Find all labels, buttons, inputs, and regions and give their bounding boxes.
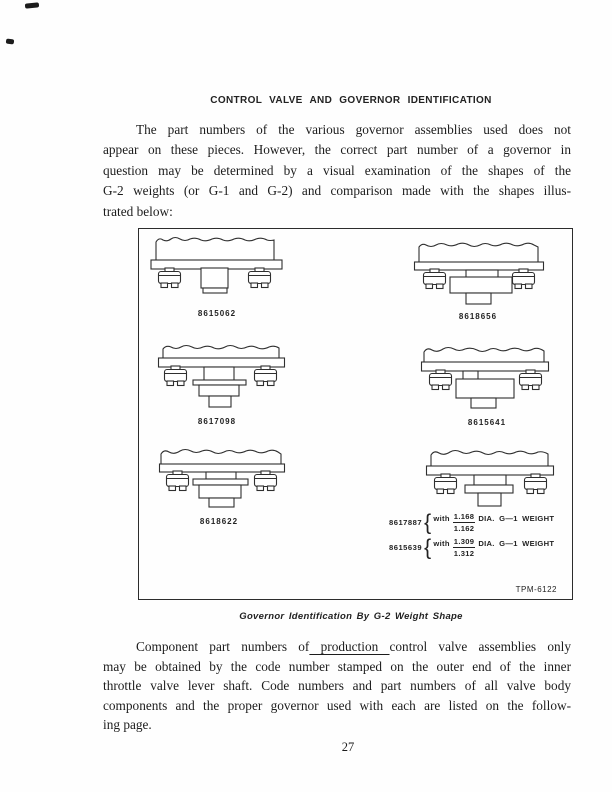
scan-artifact	[25, 2, 39, 8]
page-number: 27	[341, 740, 355, 754]
side-weight	[255, 471, 277, 491]
side-weight	[159, 268, 181, 288]
governor-body	[161, 450, 281, 465]
center-weight-step	[209, 498, 234, 507]
center-neck	[206, 472, 236, 479]
center-weight-step	[203, 288, 227, 293]
underlined-word: production	[309, 639, 390, 654]
paragraph-line: may be obtained by the code number stamped on the outer end of the inner	[103, 658, 571, 674]
governor-body	[431, 451, 548, 467]
governor-diagram-top-left	[149, 234, 284, 298]
center-weight	[201, 268, 228, 288]
side-weight	[430, 370, 452, 390]
side-weight	[255, 366, 277, 386]
line-text: Component part numbers of	[136, 639, 310, 654]
part-number-label: 8615639	[389, 543, 423, 552]
paragraph-line: components and the proper governor used with each are listed on the follow-	[103, 697, 571, 713]
page-title: CONTROL VALVE AND GOVERNOR IDENTIFICATION	[210, 95, 492, 106]
part-number-label: 8617887	[389, 518, 423, 527]
center-weight-step	[471, 398, 496, 408]
diameter-upper: 1.309	[453, 537, 475, 546]
side-weight	[424, 269, 446, 289]
side-weight	[249, 268, 271, 288]
diameter-upper: 1.168	[453, 512, 475, 521]
center-neck	[474, 475, 506, 485]
figure-reference-number: TPM-6122	[515, 585, 557, 594]
line-text: control valve assemblies only	[389, 639, 571, 654]
paragraph-line: trated below:	[103, 203, 173, 219]
part-number-label: 8617098	[197, 417, 237, 426]
side-weight	[513, 269, 535, 289]
center-flange	[193, 479, 248, 485]
weight-variant-row	[389, 537, 554, 558]
governor-diagram-middle-right	[421, 344, 549, 410]
governor-body	[419, 243, 538, 262]
diameter-lower: 1.162	[453, 524, 475, 533]
governor-diagram-top-right	[414, 239, 544, 307]
center-weight	[450, 277, 512, 293]
variant-prefix: with	[433, 514, 450, 523]
paragraph-line: The part numbers of the various governor assemblies used does not	[136, 122, 571, 137]
intro-paragraph	[103, 120, 571, 222]
center-weight-step	[209, 396, 231, 407]
center-weight-step	[478, 493, 501, 506]
center-weight	[199, 485, 241, 498]
scan-artifact	[6, 38, 15, 44]
part-number-label: 8615062	[197, 309, 237, 318]
brace-glyph: {	[424, 510, 432, 535]
figure-caption: Governor Identification By G-2 Weight Shape	[239, 611, 463, 622]
side-weight	[435, 474, 457, 494]
part-number-label: 8618656	[458, 312, 498, 321]
variant-prefix: with	[433, 539, 450, 548]
side-weight	[525, 474, 547, 494]
side-weight	[165, 366, 187, 386]
side-weight	[167, 471, 189, 491]
center-flange	[193, 380, 246, 385]
variant-suffix: DIA. G—1 WEIGHT	[478, 514, 555, 523]
governor-diagram-bottom-left	[159, 446, 285, 509]
center-weight	[456, 379, 514, 398]
paragraph-line: G-2 weights (or G-1 and G-2) and comparison made with the shapes illus-	[103, 183, 571, 199]
governor-body	[163, 346, 279, 359]
governor-diagram-middle-left	[158, 342, 285, 408]
governor-diagram-bottom-right	[426, 447, 554, 508]
diameter-lower: 1.312	[453, 549, 475, 558]
center-weight-step	[466, 293, 491, 304]
governor-body	[156, 238, 274, 262]
paragraph-line: ing page.	[103, 717, 152, 732]
closing-paragraph	[103, 637, 571, 735]
weight-variant-row	[389, 512, 554, 533]
paragraph-line: throttle valve lever shaft. Code numbers and part numbers of all valve body	[103, 678, 571, 693]
paragraph-line: appear on these pieces. However, the correct part number of a governor in	[103, 142, 571, 158]
side-weight	[520, 370, 542, 390]
paragraph-line: question may be determined by a visual examination of the shapes of the	[103, 162, 571, 178]
diameter-fraction	[453, 512, 476, 533]
figure-box	[138, 228, 573, 600]
center-weight	[199, 385, 239, 396]
part-number-label: 8618622	[199, 517, 239, 526]
center-neck	[204, 367, 234, 381]
governor-body	[424, 348, 544, 363]
brace-glyph: {	[424, 535, 432, 560]
part-number-label: 8615641	[467, 418, 507, 427]
center-flange	[465, 485, 513, 493]
paragraph-line	[103, 637, 571, 657]
diameter-fraction	[453, 537, 476, 558]
variant-suffix: DIA. G—1 WEIGHT	[478, 539, 555, 548]
